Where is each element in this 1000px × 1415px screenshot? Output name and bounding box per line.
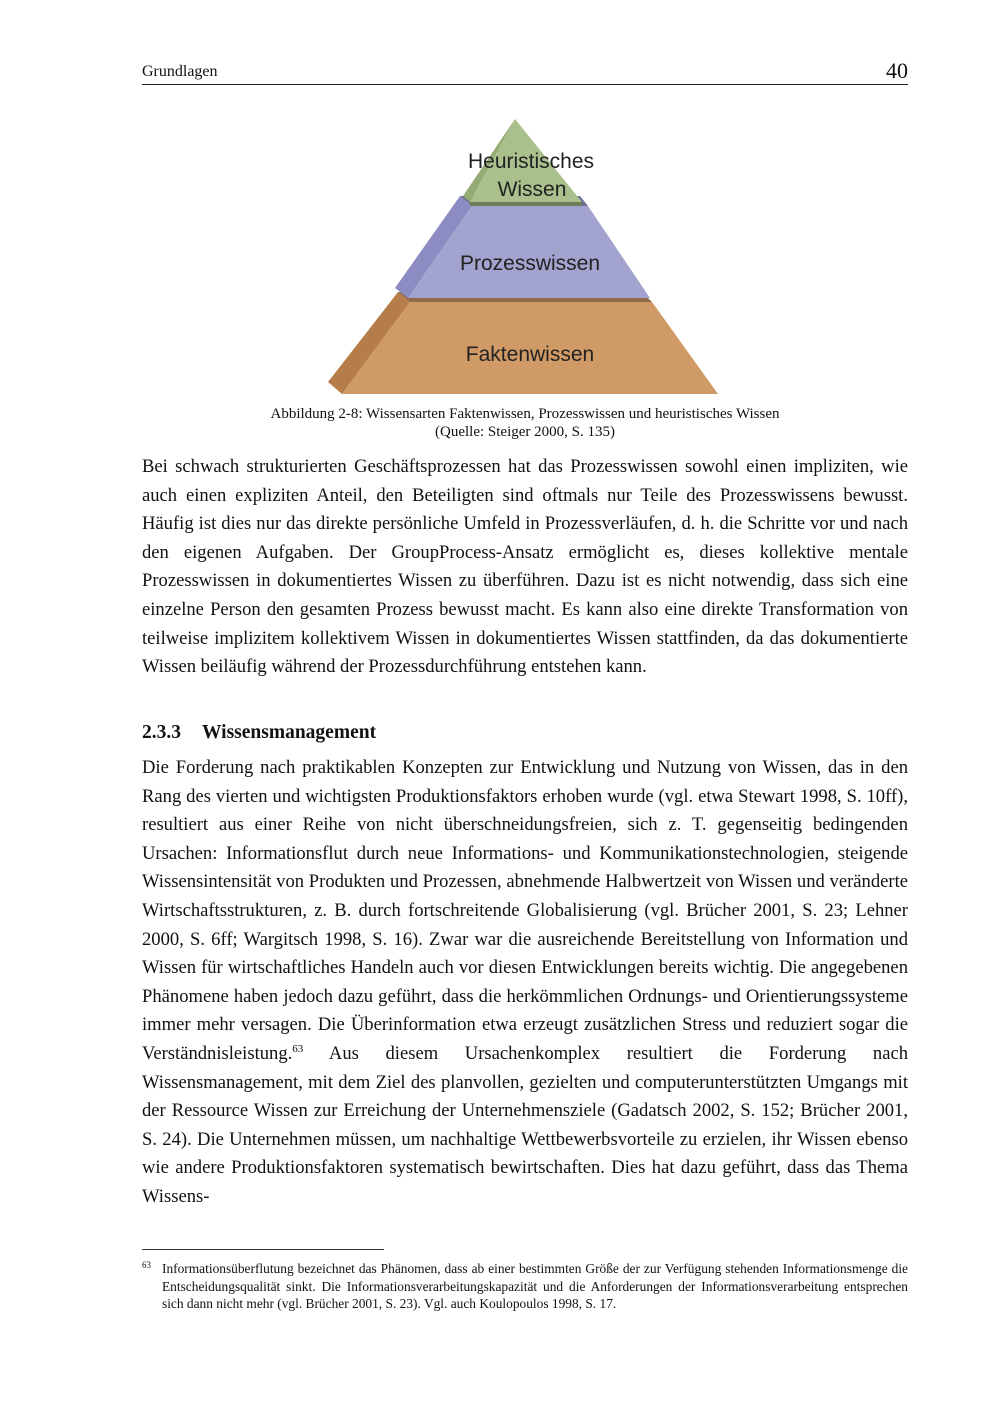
section-title: Wissensmanagement [202, 722, 377, 743]
level-label-process: Prozesswissen [459, 252, 601, 275]
paragraph-2-part-1: Die Forderung nach praktikablen Konzepten zur Entwicklung und Nutzung von Wissen, das in den Rang des vierten und wichtigsten Produktionsfaktors erhoben wurde (vgl. etwa Stewart 1998, S. 10ff), resultiert aus einer Reihe von nicht überschneidungsfreien, sich z. T. gegenseitig bedingenden Ursachen: Informationsflut durch neue Informations- und Kommunikationstechnologien, steigende Wissensintensität von Produkten und Prozessen, abnehmende Halbwertzeit von Wissen und veränderte Wirtschaftsstrukturen, z. B. durch fortschreitende Globalisierung (vgl. Brücher 2001, S. 23; Lehner 2000, S. 6ff; Wargitsch 1998, S. 16). Zwar war die ausreichende Bereitstellung von Information und Wissen für wirtschaftliches Handeln auch vor diesen Entwicklungen bereits wichtig. Die angegebenen Phänomene haben jedoch dazu geführt, dass die herkömmlichen Ordnungs- und Orientierungssysteme immer mehr versagen. Die Überinformation etwa erzeugt zusätzlichen Stress und reduziert sogar die Verständnisleistung. [142, 757, 908, 1064]
figure-caption [142, 405, 908, 441]
body-paragraph-2 [142, 754, 908, 1212]
footnote [142, 1260, 908, 1313]
running-title: Grundlagen [142, 63, 218, 80]
footnote-separator [142, 1249, 384, 1250]
level-label-heuristic-line2: Wissen [497, 178, 567, 201]
section-number: 2.3.3 [142, 722, 181, 743]
page-header [142, 58, 908, 85]
knowledge-pyramid-figure [320, 112, 730, 402]
body-paragraph-1: Bei schwach strukturierten Geschäftsprozessen hat das Prozesswissen sowohl einen impliziten, wie auch einen expliziten Anteil, den Beteiligten sind oftmals nur Teile des Prozesswissens bewusst. Häufig ist dies nur das direkte persönliche Umfeld in Prozessverläufen, d. h. die Schritte vor und nach den eigenen Aufgaben. Der GroupProcess-Ansatz ermöglicht es, dieses kollektive mentale Prozesswissen in dokumentiertes Wissen zu überführen. Dazu ist es nicht notwendig, dass sich eine einzelne Person den gesamten Prozess bewusst macht. Es kann also eine direkte Transformation von teilweise implizitem kollektivem Wissen in dokumentiertes Wissen stattfinden, da das dokumentierte Wissen beiläufig während der Prozessdurchführung entstehen kann. [142, 456, 908, 678]
section-heading [142, 722, 376, 744]
page-number: 40 [886, 58, 908, 83]
paragraph-2-part-2: Aus diesem Ursachenkomplex resultiert die Forderung nach Wissensmanagement, mit dem Ziel des planvollen, gezielten und computerunterstützten Umgangs mit der Ressource Wissen zur Erreichung der Unternehmensziele (Gadatsch 2002, S. 152; Brücher 2001, S. 24). Die Unternehmen müssen, um nachhaltige Wettbewerbsvorteile zu erzielen, ihr Wissen ebenso wie andere Produktionsfaktoren systematisch bewirtschaften. Dies hat dazu geführt, dass das Thema Wissens- [142, 1042, 908, 1207]
figure-caption-title: Abbildung 2-8: Wissensarten Faktenwissen, Prozesswissen und heuristisches Wissen [270, 406, 780, 422]
level-label-heuristic-line1: Heuristisches [467, 150, 595, 173]
level-label-facts: Faktenwissen [465, 343, 595, 366]
footnote-text: Informationsüberflutung bezeichnet das Phänomen, dass ab einer bestimmten Größe der zur Verfügung stehenden Informationsmenge die Entscheidungsqualität sinkt. Die Informationsverarbeitungskapazität und die Anforderungen der Informationsverarbeitung entsprechen sich dann nicht mehr (vgl. Brücher 2001, S. 23). Vgl. auch Koulopoulos 1998, S. 17. [162, 1261, 908, 1311]
footnote-mark: 63 [142, 1260, 151, 1270]
figure-caption-source: (Quelle: Steiger 2000, S. 135) [435, 424, 615, 440]
footnote-reference[interactable]: 63 [292, 1042, 304, 1055]
knowledge-pyramid-diagram [320, 112, 730, 402]
